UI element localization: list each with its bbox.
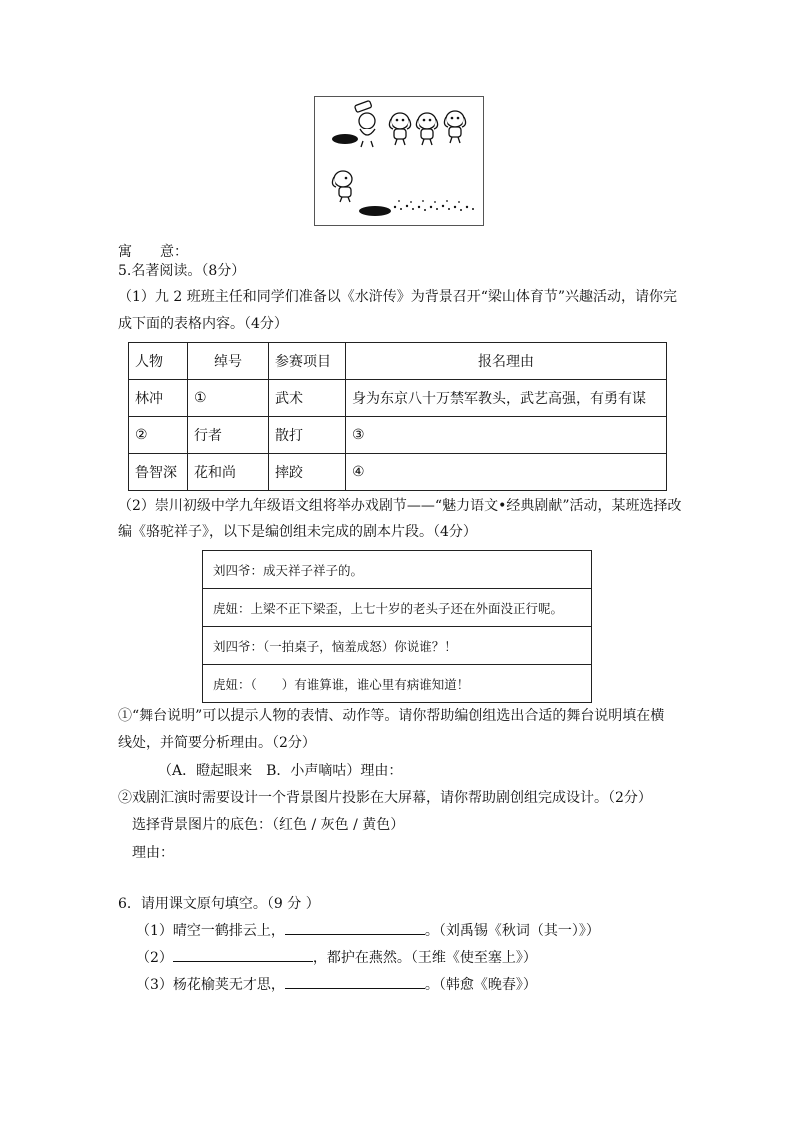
- q6-item-prefix: （1）晴空一鹤排云上，: [136, 923, 285, 939]
- table-row: [129, 454, 667, 491]
- script-excerpt-box: [202, 550, 592, 703]
- q5-title: 5.名著阅读。（8分）: [118, 263, 246, 279]
- table-cell: 行者: [188, 417, 269, 454]
- header-nickname: 绰号: [188, 343, 269, 380]
- q6-title: 6．请用课文原句填空。（9 分 ）: [118, 896, 320, 912]
- script-line: 虎妞：上梁不正下梁歪，上七十岁的老头子还在外面没正行呢。: [203, 589, 591, 627]
- table-cell: 摔跤: [269, 454, 346, 491]
- table-header-row: [129, 343, 667, 380]
- table-cell: ①: [188, 380, 269, 417]
- table-cell: ④: [346, 454, 667, 491]
- table-cell: 鲁智深: [129, 454, 188, 491]
- q5-part1-line2: 成下面的表格内容。（4分）: [118, 316, 288, 332]
- q5-sub2-line1: ②戏剧汇演时需要设计一个背景图片投影在大屏幕，请你帮助剧创组完成设计。（2分）: [118, 790, 652, 806]
- table-cell: 身为东京八十万禁军教头，武艺高强，有勇有谋: [346, 380, 667, 417]
- q6-item-suffix: ，都护在燕然。（王维《使至塞上》）: [312, 950, 537, 966]
- header-event: 参赛项目: [269, 343, 346, 380]
- answer-blank[interactable]: [285, 974, 425, 989]
- q5-part2-line1: （2）崇川初级中学九年级语文组将举办戏剧节——“魅力语文•经典剧献”活动，某班选择改: [118, 498, 682, 514]
- q5-sub2-reason: 理由：: [132, 845, 174, 861]
- script-line: 刘四爷：（一拍桌子，恼羞成怒）你说谁？！: [203, 627, 591, 665]
- answer-blank[interactable]: [285, 920, 425, 935]
- table-cell: ②: [129, 417, 188, 454]
- script-line: 刘四爷：成天祥子祥子的。: [203, 551, 591, 589]
- table-cell: 散打: [269, 417, 346, 454]
- cartoon-illustration: [314, 96, 484, 226]
- q5-sub2-choice: 选择背景图片的底色：（红色 / 灰色 / 黄色）: [132, 817, 405, 833]
- q6-item-suffix: 。（韩愈《晚春》）: [424, 977, 537, 993]
- q6-item-prefix: （2）: [136, 950, 173, 966]
- table-cell: 花和尚: [188, 454, 269, 491]
- q6-item-2: [136, 947, 537, 968]
- q5-sub1-line2: 线处，并简要分析理由。（2分）: [118, 735, 316, 751]
- table-cell: ③: [346, 417, 667, 454]
- header-character: 人物: [129, 343, 188, 380]
- q5-part2-line2: 编《骆驼祥子》，以下是编创组未完成的剧本片段。（4分）: [118, 524, 477, 540]
- header-reason: 报名理由: [346, 343, 667, 380]
- intent-label: 寓 意：: [118, 244, 188, 260]
- table-cell: 林冲: [129, 380, 188, 417]
- q6-item-3: [136, 974, 537, 995]
- q5-sub1-line1: ①“舞台说明”可以提示人物的表情、动作等。请你帮助编创组选出合适的舞台说明填在横: [118, 708, 665, 724]
- sign-up-table: [128, 342, 667, 491]
- table-row: [129, 380, 667, 417]
- script-line: 虎妞：（ ）有谁算谁，谁心里有病谁知道！: [213, 676, 470, 692]
- table-cell: 武术: [269, 380, 346, 417]
- q6-item-suffix: 。（刘禹锡《秋词（其一）》）: [424, 923, 600, 939]
- dogs-cartoon-drawing: [315, 97, 483, 225]
- q5-sub1-options: （A．瞪起眼来 B．小声嘀咕）理由：: [158, 763, 403, 779]
- q6-item-prefix: （3）杨花榆荚无才思，: [136, 977, 285, 993]
- answer-blank[interactable]: [173, 947, 313, 962]
- q5-part1-line1: （1）九 2 班班主任和同学们准备以《水浒传》为背景召开“梁山体育节”兴趣活动，请你完: [118, 289, 678, 305]
- q6-item-1: [136, 920, 600, 941]
- table-row: [129, 417, 667, 454]
